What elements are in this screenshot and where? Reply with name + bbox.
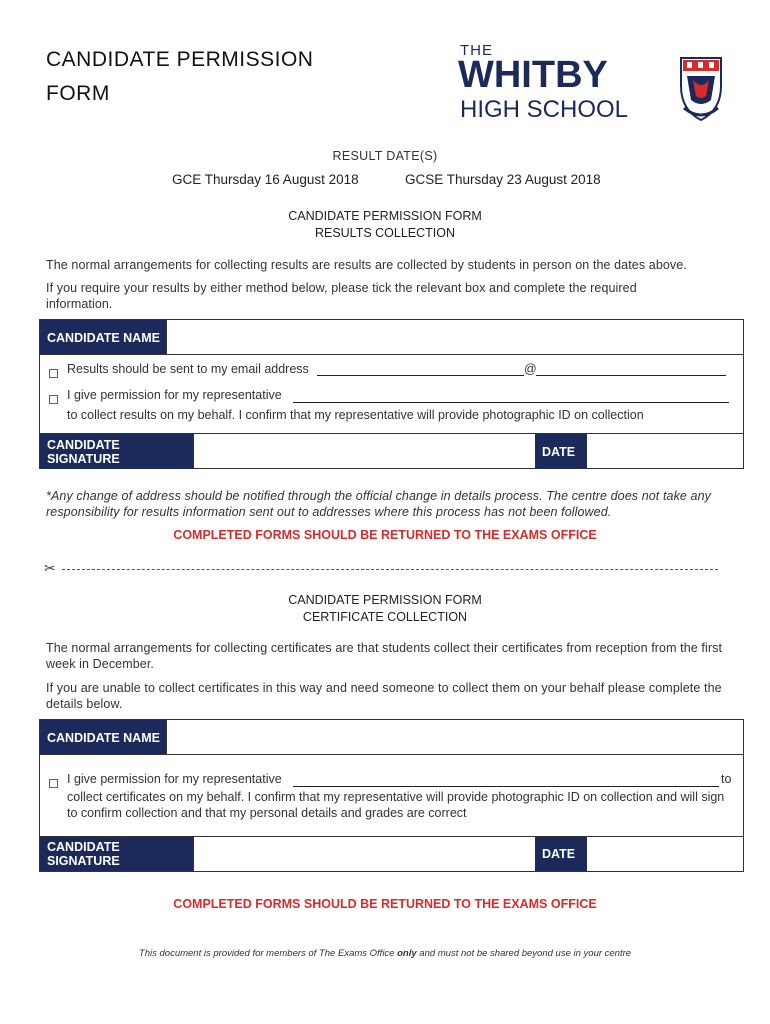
representative-continued: to collect results on my behalf. I confirm that my representative will provide photographic ID on collection [67, 408, 644, 422]
scissors-icon: ✂ [44, 560, 56, 576]
results-para-2: If you require your results by either method below, please tick the relevant box and complete the required information. [46, 281, 637, 311]
results-return-notice: COMPLETED FORMS SHOULD BE RETURNED TO THE EXAMS OFFICE [173, 528, 597, 542]
certificates-date-input[interactable] [587, 837, 743, 871]
certificates-signature-label: CANDIDATE SIGNATURE [40, 837, 193, 871]
results-section-subtitle: RESULTS COLLECTION [314, 226, 456, 240]
results-section-title: CANDIDATE PERMISSION FORM [288, 209, 482, 223]
footer-notice [0, 948, 770, 959]
email-option-label: Results should be sent to my email address [67, 362, 309, 376]
certificates-candidate-name-label: CANDIDATE NAME [40, 720, 166, 755]
gce-date: GCE Thursday 16 August 2018 [172, 172, 359, 187]
certificates-para-2: If you are unable to collect certificates in this way and need someone to collect them on your behalf please complete the details below. [46, 681, 722, 711]
crest-icon [678, 56, 724, 124]
footer-text-before: This document is provided for members of The Exams Office [138, 948, 395, 959]
page-title [46, 43, 313, 111]
address-change-note: *Any change of address should be notified through the official change in details process. The centre does not take any responsibility for results information sent out to addresses where this process has not been followed. [46, 489, 711, 519]
title-line-1: CANDIDATE PERMISSION [46, 48, 314, 71]
certificate-representative-label: I give permission for my representative [67, 772, 282, 786]
footer-text-after: and must not be shared beyond use in your centre [419, 948, 632, 959]
logo-high-school: HIGH SCHOOL [460, 96, 629, 123]
results-para-1: The normal arrangements for collecting results are results are collected by students in person on the dates above. [46, 258, 687, 272]
representative-option-label: I give permission for my representative [67, 388, 282, 402]
certificates-candidate-name-input[interactable] [166, 720, 744, 755]
certificate-representative-checkbox[interactable] [49, 775, 58, 793]
results-signature-input[interactable] [193, 434, 536, 469]
logo-whitby: WHITBY [458, 54, 608, 96]
certificate-representative-continued: collect certificates on my behalf. I confirm that my representative will provide photographic ID on collection and will sign to confirm collection and that my personal details and grades are correct [67, 790, 725, 820]
cut-line [62, 569, 718, 570]
results-candidate-name-label: CANDIDATE NAME [40, 320, 166, 355]
results-date-label: DATE [535, 434, 587, 469]
certificates-signature-input[interactable] [193, 837, 536, 871]
results-date-input[interactable] [587, 434, 743, 469]
school-logo [458, 42, 728, 128]
representative-option-checkbox[interactable] [49, 391, 58, 409]
email-at-sign: @ [524, 362, 537, 376]
results-candidate-name-input[interactable] [166, 320, 744, 355]
certificates-form-table [39, 719, 744, 872]
email-input-domain[interactable] [536, 375, 726, 376]
logo-the: THE [460, 42, 493, 59]
gcse-date: GCSE Thursday 23 August 2018 [405, 172, 601, 187]
result-dates-label: RESULT DATE(S) [332, 149, 438, 163]
email-input-local[interactable] [317, 375, 524, 376]
footer-emphasis: only [397, 948, 417, 959]
certificates-return-notice: COMPLETED FORMS SHOULD BE RETURNED TO THE EXAMS OFFICE [173, 897, 597, 911]
email-option-checkbox[interactable] [49, 365, 58, 383]
title-line-2: FORM [46, 82, 110, 105]
certificate-representative-input[interactable] [293, 786, 719, 787]
certificates-date-label: DATE [535, 837, 587, 871]
certificates-section-subtitle: CERTIFICATE COLLECTION [302, 610, 468, 624]
results-signature-label: CANDIDATE SIGNATURE [40, 434, 193, 469]
certificate-representative-to: to [721, 772, 732, 786]
certificates-section-title: CANDIDATE PERMISSION FORM [288, 593, 482, 607]
results-form-table [39, 319, 744, 469]
representative-name-input[interactable] [293, 402, 729, 403]
certificates-para-1: The normal arrangements for collecting certificates are that students collect their certificates from reception from the first week in December. [46, 641, 723, 671]
